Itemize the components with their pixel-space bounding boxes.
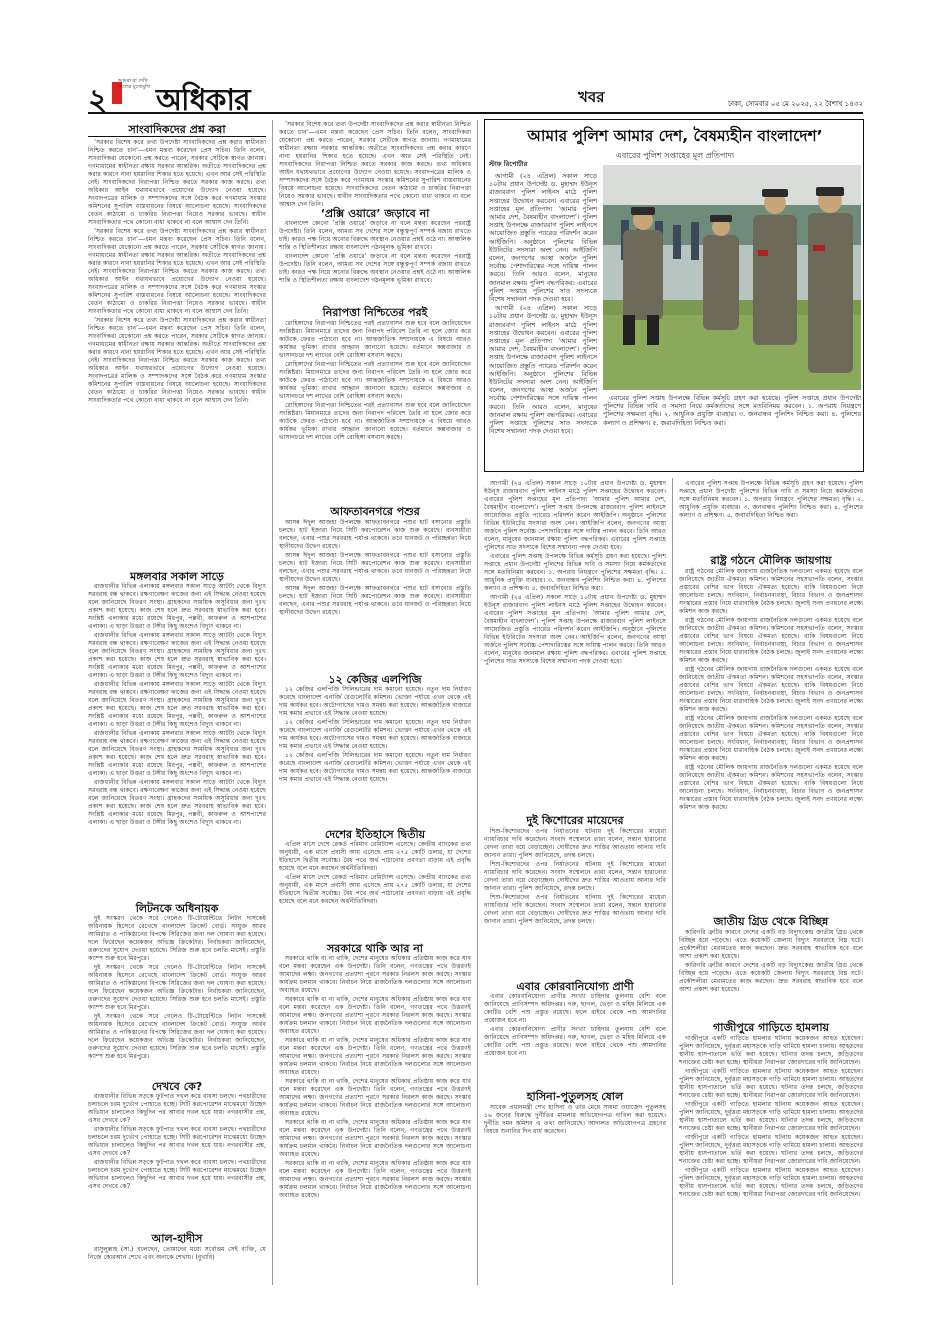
article-body-repeat: ‘সরকার বিশেষ করে তথ্য উপদেষ্টা সাংবাদিকদের প্রশ্ন করার স্বাধীনতা নিশ্চিত করতে চান’—এমন মন্তব্য করেছেন প্রেস সচিব। তিনি বলেন, সাংবাদিকরা যেকোনো প্রশ্ন করতে পারেন, সরকার সেটিকে স্বাগত জানায়। গণমাধ্যমের স্বাধীনতা রক্ষায় সরকার আন্তরিক। অতীতে সাংবাদিকদের প্রশ্ন করার কারণে নানা হয়রানির শিকার হতে হয়েছে। এখন আর সেই পরিস্থিতি নেই। সাংবাদিকদের নিরাপত্তা নিশ্চিত করতে সরকার কাজ করছে। তথ্য অধিকার আইন যথাযথভাবে প্রয়োগের উদ্যোগ নেওয়া হয়েছে। সংবাদপত্রের মালিক ও সম্পাদকদের সঙ্গে বৈঠক করে গণমাধ্যম সংস্কার কমিশনের সুপারিশ বাস্তবায়নের বিষয়ে আলোচনা হয়েছে। সাংবাদিকদের বেতন কাঠামো ও চাকরির নিরাপত্তা নিয়েও সরকার ভাবছে। স্বাধীন সাংবাদিকতার পথে কোনো বাধা থাকবে না বলে আশ্বাস দেন তিনি। <box>88 228 267 315</box>
article-body-repeat: গাজীপুরে একটি গাড়িতে হামলার ঘটনায় কয়েকজন আহত হয়েছেন। পুলিশ জানিয়েছে, দুর্বৃত্তরা মহাসড়কে গাড়ি থামিয়ে হামলা চালায়। আহতদের স্থানীয় হাসপাতালে ভর্তি করা হয়েছে। ঘটনার তদন্ত চলছে, জড়িতদের শনাক্তের চেষ্টা করা হচ্ছে। স্থানীয়রা নিরাপত্তা জোরদারের দাবি জানিয়েছেন। <box>679 1068 863 1099</box>
logo-tagline: আমরা যা দেখি সত্যের মুখোমুখি <box>118 78 150 90</box>
article-hasina <box>484 1104 666 1164</box>
masthead <box>88 76 863 118</box>
article-body-repeat-5: সরকারে থাকি বা না থাকি, দেশের মানুষের অধিকার প্রতিষ্ঠায় কাজ করে যাব বলে মন্তব্য করেছেন এক উপদেষ্টা। তিনি বলেন, গণতন্ত্রের পথে উত্তরণই আমাদের লক্ষ্য। জনগণের প্রত্যাশা পূরণে সরকার নিরলস কাজ করছে। সংস্কার কার্যক্রম চলমান থাকবে। নির্বাচন নিয়ে রাজনৈতিক দলগুলোর সঙ্গে আলোচনা অব্যাহত রয়েছে। <box>279 1160 471 1199</box>
article-sangbadik-cont <box>279 121 471 208</box>
article-litonke <box>88 915 266 1075</box>
article-body: এপ্রিল মাসে দেশে রেকর্ড পরিমাণ রেমিট্যান্স এসেছে। কেন্দ্রীয় ব্যাংকের তথ্য অনুযায়ী, এক মাসে প্রবাসী আয় এসেছে প্রায় ২৭৫ কোটি ডলার, যা দেশের ইতিহাসে দ্বিতীয় সর্বোচ্চ। বৈধ পথে অর্থ পাঠানোর প্রবণতা বাড়ায় এই প্রবৃদ্ধি হয়েছে বলে মনে করছেন অর্থনীতিবিদরা। <box>279 841 471 872</box>
headline-korbani: এবার কোরবানিযোগ্য প্রাণী <box>516 980 634 993</box>
headline-aftab: আফতাবনগরে পশুর <box>330 505 420 518</box>
article-body-repeat-4: রাজধানীর বিভিন্ন এলাকায় মঙ্গলবার সকাল সাড়ে আটটা থেকে বিদ্যুৎ সরবরাহ বন্ধ থাকবে। রক্ষণাবেক্ষণ কাজের জন্য এই সিদ্ধান্ত নেওয়া হয়েছে বলে জানিয়েছে বিতরণ সংস্থা। গ্রাহকদের সাময়িক অসুবিধার জন্য দুঃখ প্রকাশ করা হয়েছে। কাজ শেষ হলে দ্রুত সরবরাহ স্বাভাবিক করা হবে। সংশ্লিষ্ট এলাকার মধ্যে রয়েছে মিরপুর, পল্লবী, কাফরুল ও আশপাশের এলাকা। এ ছাড়া উত্তরা ও টঙ্গীর কিছু অংশেও বিদ্যুৎ থাকবে না। <box>88 779 266 826</box>
article-body: এবারের পুলিশ সপ্তাহ উপলক্ষে বিভিন্ন কর্মসূচি গ্রহণ করা হয়েছে। পুলিশ সপ্তাহে প্রধান উপদেষ্টা পুলিশের বিভিন্ন দাবি ও সমস্যা নিয়ে কর্মকর্তাদের সঙ্গে মতবিনিময় করবেন। ১. অপরাধ নিয়ন্ত্রণে পুলিশের সক্ষমতা বৃদ্ধি। ২. আধুনিক প্রযুক্তি ব্যবহার। ৩. জনবান্ধব পুলিশিং নিশ্চিত করা। ৪. পুলিশের কল্যাণ ও প্রশিক্ষণ। ৫. জবাবদিহিতা নিশ্চিত করা। <box>679 480 863 519</box>
article-body-repeat-4: গাজীপুরে একটি গাড়িতে হামলার ঘটনায় কয়েকজন আহত হয়েছেন। পুলিশ জানিয়েছে, দুর্বৃত্তরা মহাসড়কে গাড়ি থামিয়ে হামলা চালায়। আহতদের স্থানীয় হাসপাতালে ভর্তি করা হয়েছে। ঘটনার তদন্ত চলছে, জড়িতদের শনাক্তের চেষ্টা করা হচ্ছে। স্থানীয়রা নিরাপত্তা জোরদারের দাবি জানিয়েছেন। <box>679 1167 863 1198</box>
article-body-repeat: সরকারে থাকি বা না থাকি, দেশের মানুষের অধিকার প্রতিষ্ঠায় কাজ করে যাব বলে মন্তব্য করেছেন এক উপদেষ্টা। তিনি বলেন, গণতন্ত্রের পথে উত্তরণই আমাদের লক্ষ্য। জনগণের প্রত্যাশা পূরণে সরকার নিরলস কাজ করছে। সংস্কার কার্যক্রম চলমান থাকবে। নির্বাচন নিয়ে রাজনৈতিক দলগুলোর সঙ্গে আলোচনা অব্যাহত রয়েছে। <box>279 996 471 1035</box>
article-jatiyo <box>679 929 863 1015</box>
article-body-repeat-3: সরকারে থাকি বা না থাকি, দেশের মানুষের অধিকার প্রতিষ্ঠায় কাজ করে যাব বলে মন্তব্য করেছেন এক উপদেষ্টা। তিনি বলেন, গণতন্ত্রের পথে উত্তরণই আমাদের লক্ষ্য। জনগণের প্রত্যাশা পূরণে সরকার নিরলস কাজ করছে। সংস্কার কার্যক্রম চলমান থাকবে। নির্বাচন নিয়ে রাজনৈতিক দলগুলোর সঙ্গে আলোচনা অব্যাহত রয়েছে। <box>279 1078 471 1117</box>
lead-cont-right <box>679 480 863 548</box>
article-body: ১২ কেজির এলপিজি সিলিন্ডারের দাম কমানো হয়েছে। নতুন দাম নির্ধারণ করেছে বাংলাদেশ এনার্জি রেগুলেটরি কমিশন। ভোক্তা পর্যায়ে এখন থেকে এই দাম কার্যকর হবে। অটোগ্যাসের দামও সমন্বয় করা হয়েছে। আন্তর্জাতিক বাজারে দাম কমার প্রভাবে এই সিদ্ধান্ত নেওয়া হয়েছে। <box>279 686 471 717</box>
headline-proxy: ‘প্রক্সি ওয়ারে’ জড়াবে না <box>320 207 430 220</box>
article-body: দুই সংস্করণ থেকে সরে গেলেও টি-টোয়েন্টিতে লিটন দাসকেই অধিনায়ক হিসেবে রেখেছে বাংলাদেশ ক্রিকেট বোর্ড। সংযুক্ত আরব আমিরাত ও পাকিস্তানের বিপক্ষে সিরিজের জন্য দল ঘোষণা করা হয়েছে। দলে ফিরেছেন কয়েকজন অভিজ্ঞ ক্রিকেটার। নির্বাচকরা জানিয়েছেন, তরুণদের সুযোগ দেওয়া হয়েছে। সিরিজ শুরু হবে চলতি মাসেই। প্রস্তুতি ক্যাম্প শুরু হবে মিরপুরে। <box>88 915 266 962</box>
article-body-repeat-2: ১২ কেজির এলপিজি সিলিন্ডারের দাম কমানো হয়েছে। নতুন দাম নির্ধারণ করেছে বাংলাদেশ এনার্জি রেগুলেটরি কমিশন। ভোক্তা পর্যায়ে এখন থেকে এই দাম কার্যকর হবে। অটোগ্যাসের দামও সমন্বয় করা হয়েছে। আন্তর্জাতিক বাজারে দাম কমার প্রভাবে এই সিদ্ধান্ত নেওয়া হয়েছে। <box>279 752 471 783</box>
article-body-repeat-2: আগামী (২৪ এপ্রিল) সকাল সাড়ে ১০টায় প্রধান উপদেষ্টা ড. মুহাম্মদ ইউনূস রাজারবাগ পুলিশ লাইনস মাঠে পুলিশ সপ্তাহের উদ্বোধন করবেন। এবারের পুলিশ সপ্তাহের মূল প্রতিপাদ্য ‘আমার পুলিশ আমার দেশ, বৈষম্যহীন বাংলাদেশ’। পুলিশ সপ্তাহ উপলক্ষে রাজারবাগ পুলিশ লাইনসে আয়োজিত প্রস্তুতি প্যারেড পরিদর্শন করেন আইজিপি। অনুষ্ঠানে পুলিশের বিভিন্ন ইউনিটের সদস্যরা অংশ নেন। আইজিপি বলেন, জনগণের আস্থা অর্জনে পুলিশ সর্বোচ্চ পেশাদারিত্বের সঙ্গে দায়িত্ব পালন করবে। তিনি আরও বলেন, মানুষের জানমাল রক্ষায় পুলিশ বদ্ধপরিকর। এবারের পুলিশ সপ্তাহে পুলিশের সাত সদস্যকে বিশেষ সম্মাননা পদক দেওয়া হবে। <box>484 594 666 665</box>
lead-headline: আমার পুলিশ আমার দেশ, বৈষম্যহীন বাংলাদেশ’ <box>527 127 823 145</box>
article-body: ‘সরকার বিশেষ করে তথ্য উপদেষ্টা সাংবাদিকদের প্রশ্ন করার স্বাধীনতা নিশ্চিত করতে চান’—এমন মন্তব্য করেছেন প্রেস সচিব। তিনি বলেন, সাংবাদিকরা যেকোনো প্রশ্ন করতে পারেন, সরকার সেটিকে স্বাগত জানায়। গণমাধ্যমের স্বাধীনতা রক্ষায় সরকার আন্তরিক। অতীতে সাংবাদিকদের প্রশ্ন করার কারণে নানা হয়রানির শিকার হতে হয়েছে। এখন আর সেই পরিস্থিতি নেই। সাংবাদিকদের নিরাপত্তা নিশ্চিত করতে সরকার কাজ করছে। তথ্য অধিকার আইন যথাযথভাবে প্রয়োগের উদ্যোগ নেওয়া হয়েছে। সংবাদপত্রের মালিক ও সম্পাদকদের সঙ্গে বৈঠক করে গণমাধ্যম সংস্কার কমিশনের সুপারিশ বাস্তবায়নের বিষয়ে আলোচনা হয়েছে। সাংবাদিকদের বেতন কাঠামো ও চাকরির নিরাপত্তা নিয়েও সরকার ভাবছে। স্বাধীন সাংবাদিকতার পথে কোনো বাধা থাকবে না বলে আশ্বাস দেন তিনি। <box>279 121 471 208</box>
article-body-repeat: রাষ্ট্র গঠনের মৌলিক জায়গায় রাজনৈতিক দলগুলো একমত হয়েছে বলে জানিয়েছে জাতীয় ঐকমত্য কমিশন। কমিশনের সহসভাপতি বলেন, সংস্কার প্রস্তাবের বেশির ভাগ বিষয়ে ঐকমত্য হয়েছে। বাকি বিষয়গুলো নিয়ে আলোচনা চলছে। সংবিধান, নির্বাচনব্যবস্থা, বিচার বিভাগ ও জনপ্রশাসন সংস্কারের প্রস্তাব নিয়ে ধারাবাহিক বৈঠক চলছে। জুলাই সনদ প্রণয়নের লক্ষ্যে কমিশন কাজ করছে। <box>679 617 863 664</box>
article-mongolbar <box>88 583 266 898</box>
article-body-repeat-2: রোহিঙ্গাদের নিরাপত্তা নিশ্চিতের পরই প্রত্যাবাসন শুরু হবে বলে জানিয়েছেন সংশ্লিষ্টরা। মিয়ানমারে তাদের জন্য নিরাপদ পরিবেশ তৈরি না হলে জোর করে কাউকে ফেরত পাঠানো হবে না। আন্তর্জাতিক সম্প্রদায়কে এ বিষয়ে আরও কার্যকর ভূমিকা রাখার আহ্বান জানানো হয়েছে। বর্তমানে কক্সবাজার ও ভাসানচরে দশ লাখের বেশি রোহিঙ্গা বসবাস করছে। <box>279 402 471 441</box>
article-body: এবার কোরবানিযোগ্য প্রাণীর সংখ্যা চাহিদার তুলনায় বেশি বলে জানিয়েছে প্রাণিসম্পদ অধিদপ্তর। গরু, ছাগল, ভেড়া ও মহিষ মিলিয়ে এক কোটির বেশি পশু প্রস্তুত রয়েছে। ফলে বাইরে থেকে পশু আমদানির প্রয়োজন হবে না। <box>484 993 666 1024</box>
article-body-repeat-3: গাজীপুরে একটি গাড়িতে হামলার ঘটনায় কয়েকজন আহত হয়েছেন। পুলিশ জানিয়েছে, দুর্বৃত্তরা মহাসড়কে গাড়ি থামিয়ে হামলা চালায়। আহতদের স্থানীয় হাসপাতালে ভর্তি করা হয়েছে। ঘটনার তদন্ত চলছে, জড়িতদের শনাক্তের চেষ্টা করা হচ্ছে। স্থানীয়রা নিরাপত্তা জোরদারের দাবি জানিয়েছেন। <box>679 1134 863 1165</box>
article-body-repeat: এবার কোরবানিযোগ্য প্রাণীর সংখ্যা চাহিদার তুলনায় বেশি বলে জানিয়েছে প্রাণিসম্পদ অধিদপ্তর। গরু, ছাগল, ভেড়া ও মহিষ মিলিয়ে এক কোটির বেশি পশু প্রস্তুত রয়েছে। ফলে বাইরে থেকে পশু আমদানির প্রয়োজন হবে না। <box>484 1026 666 1057</box>
article-body: সরকারে থাকি বা না থাকি, দেশের মানুষের অধিকার প্রতিষ্ঠায় কাজ করে যাব বলে মন্তব্য করেছেন এক উপদেষ্টা। তিনি বলেন, গণতন্ত্রের পথে উত্তরণই আমাদের লক্ষ্য। জনগণের প্রত্যাশা পূরণে সরকার নিরলস কাজ করছে। সংস্কার কার্যক্রম চলমান থাকবে। নির্বাচন নিয়ে রাজনৈতিক দলগুলোর সঙ্গে আলোচনা অব্যাহত রয়েছে। <box>279 955 471 994</box>
article-body-repeat-3: রাষ্ট্র গঠনের মৌলিক জায়গায় রাজনৈতিক দলগুলো একমত হয়েছে বলে জানিয়েছে জাতীয় ঐকমত্য কমিশন। কমিশনের সহসভাপতি বলেন, সংস্কার প্রস্তাবের বেশির ভাগ বিষয়ে ঐকমত্য হয়েছে। বাকি বিষয়গুলো নিয়ে আলোচনা চলছে। সংবিধান, নির্বাচনব্যবস্থা, বিচার বিভাগ ও জনপ্রশাসন সংস্কারের প্রস্তাব নিয়ে ধারাবাহিক বৈঠক চলছে। জুলাই সনদ প্রণয়নের লক্ষ্যে কমিশন কাজ করছে। <box>679 715 863 762</box>
headline-dui: দুই কিশোরের মায়েদের <box>526 814 624 827</box>
article-body-repeat: আগামী (২৪ এপ্রিল) সকাল সাড়ে ১০টায় প্রধান উপদেষ্টা ড. মুহাম্মদ ইউনূস রাজারবাগ পুলিশ লাইনস মাঠে পুলিশ সপ্তাহের উদ্বোধন করবেন। এবারের পুলিশ সপ্তাহের মূল প্রতিপাদ্য ‘আমার পুলিশ আমার দেশ, বৈষম্যহীন বাংলাদেশ’। পুলিশ সপ্তাহ উপলক্ষে রাজারবাগ পুলিশ লাইনসে আয়োজিত প্রস্তুতি প্যারেড পরিদর্শন করেন আইজিপি। অনুষ্ঠানে পুলিশের বিভিন্ন ইউনিটের সদস্যরা অংশ নেন। আইজিপি বলেন, জনগণের আস্থা অর্জনে পুলিশ সর্বোচ্চ পেশাদারিত্বের সঙ্গে দায়িত্ব পালন করবে। তিনি আরও বলেন, মানুষের জানমাল রক্ষায় পুলিশ বদ্ধপরিকর। এবারের পুলিশ সপ্তাহে পুলিশের সাত সদস্যকে বিশেষ সম্মাননা পদক দেওয়া হবে। <box>489 304 597 436</box>
article-rashtro <box>679 568 863 910</box>
article-body-repeat: ১২ কেজির এলপিজি সিলিন্ডারের দাম কমানো হয়েছে। নতুন দাম নির্ধারণ করেছে বাংলাদেশ এনার্জি রেগুলেটরি কমিশন। ভোক্তা পর্যায়ে এখন থেকে এই দাম কার্যকর হবে। অটোগ্যাসের দামও সমন্বয় করা হয়েছে। আন্তর্জাতিক বাজারে দাম কমার প্রভাবে এই সিদ্ধান্ত নেওয়া হয়েছে। <box>279 719 471 750</box>
lead-subheadline: এবারের পুলিশ সপ্তাহের মূল প্রতিপাদ্য <box>615 151 735 160</box>
article-body: রাজধানীর বিভিন্ন এলাকায় মঙ্গলবার সকাল সাড়ে আটটা থেকে বিদ্যুৎ সরবরাহ বন্ধ থাকবে। রক্ষণাবেক্ষণ কাজের জন্য এই সিদ্ধান্ত নেওয়া হয়েছে বলে জানিয়েছে বিতরণ সংস্থা। গ্রাহকদের সাময়িক অসুবিধার জন্য দুঃখ প্রকাশ করা হয়েছে। কাজ শেষ হলে দ্রুত সরবরাহ স্বাভাবিক করা হবে। সংশ্লিষ্ট এলাকার মধ্যে রয়েছে মিরপুর, পল্লবী, কাফরুল ও আশপাশের এলাকা। এ ছাড়া উত্তরা ও টঙ্গীর কিছু অংশেও বিদ্যুৎ থাকবে না। <box>88 583 266 630</box>
article-body: রোহিঙ্গাদের নিরাপত্তা নিশ্চিতের পরই প্রত্যাবাসন শুরু হবে বলে জানিয়েছেন সংশ্লিষ্টরা। মিয়ানমারে তাদের জন্য নিরাপদ পরিবেশ তৈরি না হলে জোর করে কাউকে ফেরত পাঠানো হবে না। আন্তর্জাতিক সম্প্রদায়কে এ বিষয়ে আরও কার্যকর ভূমিকা রাখার আহ্বান জানানো হয়েছে। বর্তমানে কক্সবাজার ও ভাসানচরে দশ লাখের বেশি রোহিঙ্গা বসবাস করছে। <box>279 320 471 359</box>
article-body-repeat: রাজধানীর বিভিন্ন এলাকায় মঙ্গলবার সকাল সাড়ে আটটা থেকে বিদ্যুৎ সরবরাহ বন্ধ থাকবে। রক্ষণাবেক্ষণ কাজের জন্য এই সিদ্ধান্ত নেওয়া হয়েছে বলে জানিয়েছে বিতরণ সংস্থা। গ্রাহকদের সাময়িক অসুবিধার জন্য দুঃখ প্রকাশ করা হয়েছে। কাজ শেষ হলে দ্রুত সরবরাহ স্বাভাবিক করা হবে। সংশ্লিষ্ট এলাকার মধ্যে রয়েছে মিরপুর, পল্লবী, কাফরুল ও আশপাশের এলাকা। এ ছাড়া উত্তরা ও টঙ্গীর কিছু অংশেও বিদ্যুৎ থাকবে না। <box>88 632 266 679</box>
newspaper-logo: অধিকার <box>156 83 250 118</box>
police-parade-image <box>603 165 861 390</box>
article-body-repeat-2: রাজধানীর বিভিন্ন এলাকায় মঙ্গলবার সকাল সাড়ে আটটা থেকে বিদ্যুৎ সরবরাহ বন্ধ থাকবে। রক্ষণাবেক্ষণ কাজের জন্য এই সিদ্ধান্ত নেওয়া হয়েছে বলে জানিয়েছে বিতরণ সংস্থা। গ্রাহকদের সাময়িক অসুবিধার জন্য দুঃখ প্রকাশ করা হয়েছে। কাজ শেষ হলে দ্রুত সরবরাহ স্বাভাবিক করা হবে। সংশ্লিষ্ট এলাকার মধ্যে রয়েছে মিরপুর, পল্লবী, কাফরুল ও আশপাশের এলাকা। এ ছাড়া উত্তরা ও টঙ্গীর কিছু অংশেও বিদ্যুৎ থাকবে না। <box>88 681 266 728</box>
article-sangbadik <box>88 139 266 567</box>
article-body-repeat-2: গাজীপুরে একটি গাড়িতে হামলার ঘটনায় কয়েকজন আহত হয়েছেন। পুলিশ জানিয়েছে, দুর্বৃত্তরা মহাসড়কে গাড়ি থামিয়ে হামলা চালায়। আহতদের স্থানীয় হাসপাতালে ভর্তি করা হয়েছে। ঘটনার তদন্ত চলছে, জড়িতদের শনাক্তের চেষ্টা করা হচ্ছে। স্থানীয়রা নিরাপত্তা জোরদারের দাবি জানিয়েছেন। <box>679 1101 863 1132</box>
article-body-repeat-2: রাষ্ট্র গঠনের মৌলিক জায়গায় রাজনৈতিক দলগুলো একমত হয়েছে বলে জানিয়েছে জাতীয় ঐকমত্য কমিশন। কমিশনের সহসভাপতি বলেন, সংস্কার প্রস্তাবের বেশির ভাগ বিষয়ে ঐকমত্য হয়েছে। বাকি বিষয়গুলো নিয়ে আলোচনা চলছে। সংবিধান, নির্বাচনব্যবস্থা, বিচার বিভাগ ও জনপ্রশাসন সংস্কারের প্রস্তাব নিয়ে ধারাবাহিক বৈঠক চলছে। জুলাই সনদ প্রণয়নের লক্ষ্যে কমিশন কাজ করছে। <box>679 666 863 713</box>
article-body-repeat-4: সরকারে থাকি বা না থাকি, দেশের মানুষের অধিকার প্রতিষ্ঠায় কাজ করে যাব বলে মন্তব্য করেছেন এক উপদেষ্টা। তিনি বলেন, গণতন্ত্রের পথে উত্তরণই আমাদের লক্ষ্য। জনগণের প্রত্যাশা পূরণে সরকার নিরলস কাজ করছে। সংস্কার কার্যক্রম চলমান থাকবে। নির্বাচন নিয়ে রাজনৈতিক দলগুলোর সঙ্গে আলোচনা অব্যাহত রয়েছে। <box>279 1119 471 1158</box>
section-title: খবর <box>578 88 605 106</box>
lead-cont-left <box>484 480 666 810</box>
headline-hadith: আল-হাদীস <box>151 1232 203 1245</box>
article-body-repeat: এপ্রিল মাসে দেশে রেকর্ড পরিমাণ রেমিট্যান্স এসেছে। কেন্দ্রীয় ব্যাংকের তথ্য অনুযায়ী, এক মাসে প্রবাসী আয় এসেছে প্রায় ২৭৫ কোটি ডলার, যা দেশের ইতিহাসে দ্বিতীয় সর্বোচ্চ। বৈধ পথে অর্থ পাঠানোর প্রবণতা বাড়ায় এই প্রবৃদ্ধি হয়েছে বলে মনে করছেন অর্থনীতিবিদরা। <box>279 874 471 905</box>
article-body: আগামী (২৪ এপ্রিল) সকাল সাড়ে ১০টায় প্রধান উপদেষ্টা ড. মুহাম্মদ ইউনূস রাজারবাগ পুলিশ লাইনস মাঠে পুলিশ সপ্তাহের উদ্বোধন করবেন। এবারের পুলিশ সপ্তাহের মূল প্রতিপাদ্য ‘আমার পুলিশ আমার দেশ, বৈষম্যহীন বাংলাদেশ’। পুলিশ সপ্তাহ উপলক্ষে রাজারবাগ পুলিশ লাইনসে আয়োজিত প্রস্তুতি প্যারেড পরিদর্শন করেন আইজিপি। অনুষ্ঠানে পুলিশের বিভিন্ন ইউনিটের সদস্যরা অংশ নেন। আইজিপি বলেন, জনগণের আস্থা অর্জনে পুলিশ সর্বোচ্চ পেশাদারিত্বের সঙ্গে দায়িত্ব পালন করবে। তিনি আরও বলেন, মানুষের জানমাল রক্ষায় পুলিশ বদ্ধপরিকর। এবারের পুলিশ সপ্তাহে পুলিশের সাত সদস্যকে বিশেষ সম্মাননা পদক দেওয়া হবে। <box>484 480 666 551</box>
page-number: ২ <box>88 83 108 118</box>
article-body: সাবেক প্রধানমন্ত্রী শেখ হাসিনা ও তার মেয়ে সায়মা ওয়াজেদ পুতুলসহ ১৬ জনের বিরুদ্ধে দুর্নীতির মামলার অভিযোগপত্র দাখিল করা হয়েছে। দুর্নীতি দমন কমিশন এ তথ্য জানিয়েছে। আদালত অভিযোগপত্র গ্রহণের বিষয়ে শুনানির দিন ধার্য করেছেন। <box>484 1104 666 1135</box>
headline-rashtro: রাষ্ট্র গঠনে মৌলিক জায়গায় <box>710 554 832 567</box>
article-sorkar <box>279 955 471 1285</box>
headline-mongolbar: মঙ্গলবার সকাল সাড়ে <box>130 570 224 583</box>
headline-kejir: ১২ কেজির এলপিজি <box>328 673 422 686</box>
article-body-repeat: আসন্ন ঈদুল আজহা উপলক্ষে আফতাবনগরে পশুর হাট বসানোর প্রস্তুতি চলছে। হাট ইজারা নিয়ে সিটি করপোরেশন কাজ শুরু করেছে। ব্যবসায়ীরা বলছেন, এবার পশুর সরবরাহ পর্যাপ্ত থাকবে। তবে যানজট ও পরিচ্ছন্নতা নিয়ে স্থানীয়দের উদ্বেগ রয়েছে। <box>279 552 471 583</box>
lead-byline: স্টাফ রিপোর্টার <box>489 160 528 168</box>
article-body-repeat: কারিগরি ত্রুটির কারণে দেশের একটি বড় বিদ্যুৎকেন্দ্র জাতীয় গ্রিড থেকে বিচ্ছিন্ন হয়ে পড়েছে। এতে কয়েকটি জেলায় বিদ্যুৎ সরবরাহে বিঘ্ন ঘটে। প্রকৌশলীরা মেরামতের কাজ করছেন। দ্রুত সরবরাহ স্বাভাবিক হবে বলে আশা প্রকাশ করা হয়েছে। <box>679 962 863 993</box>
article-body-repeat-2: সরকারে থাকি বা না থাকি, দেশের মানুষের অধিকার প্রতিষ্ঠায় কাজ করে যাব বলে মন্তব্য করেছেন এক উপদেষ্টা। তিনি বলেন, গণতন্ত্রের পথে উত্তরণই আমাদের লক্ষ্য। জনগণের প্রত্যাশা পূরণে সরকার নিরলস কাজ করছে। সংস্কার কার্যক্রম চলমান থাকবে। নির্বাচন নিয়ে রাজনৈতিক দলগুলোর সঙ্গে আলোচনা অব্যাহত রয়েছে। <box>279 1037 471 1076</box>
article-body: আগামী (২৪ এপ্রিল) সকাল সাড়ে ১০টায় প্রধান উপদেষ্টা ড. মুহাম্মদ ইউনূস রাজারবাগ পুলিশ লাইনস মাঠে পুলিশ সপ্তাহের উদ্বোধন করবেন। এবারের পুলিশ সপ্তাহের মূল প্রতিপাদ্য ‘আমার পুলিশ আমার দেশ, বৈষম্যহীন বাংলাদেশ’। পুলিশ সপ্তাহ উপলক্ষে রাজারবাগ পুলিশ লাইনসে আয়োজিত প্রস্তুতি প্যারেড পরিদর্শন করেন আইজিপি। অনুষ্ঠানে পুলিশের বিভিন্ন ইউনিটের সদস্যরা অংশ নেন। আইজিপি বলেন, জনগণের আস্থা অর্জনে পুলিশ সর্বোচ্চ পেশাদারিত্বের সঙ্গে দায়িত্ব পালন করবে। তিনি আরও বলেন, মানুষের জানমাল রক্ষায় পুলিশ বদ্ধপরিকর। এবারের পুলিশ সপ্তাহে পুলিশের সাত সদস্যকে বিশেষ সম্মাননা পদক দেওয়া হবে। <box>489 172 597 304</box>
article-aftab <box>279 519 471 667</box>
article-desher <box>279 841 471 937</box>
article-body-repeat-2: আসন্ন ঈদুল আজহা উপলক্ষে আফতাবনগরে পশুর হাট বসানোর প্রস্তুতি চলছে। হাট ইজারা নিয়ে সিটি করপোরেশন কাজ শুরু করেছে। ব্যবসায়ীরা বলছেন, এবার পশুর সরবরাহ পর্যাপ্ত থাকবে। তবে যানজট ও পরিচ্ছন্নতা নিয়ে স্থানীয়দের উদ্বেগ রয়েছে। <box>279 585 471 616</box>
article-body: রাষ্ট্র গঠনের মৌলিক জায়গায় রাজনৈতিক দলগুলো একমত হয়েছে বলে জানিয়েছে জাতীয় ঐকমত্য কমিশন। কমিশনের সহসভাপতি বলেন, সংস্কার প্রস্তাবের বেশির ভাগ বিষয়ে ঐকমত্য হয়েছে। বাকি বিষয়গুলো নিয়ে আলোচনা চলছে। সংবিধান, নির্বাচনব্যবস্থা, বিচার বিভাগ ও জনপ্রশাসন সংস্কারের প্রস্তাব নিয়ে ধারাবাহিক বৈঠক চলছে। জুলাই সনদ প্রণয়নের লক্ষ্যে কমিশন কাজ করছে। <box>679 568 863 615</box>
article-hadith <box>88 1246 266 1282</box>
article-body-repeat-2: শিশু-কিশোরদের ওপর নির্যাতনের ঘটনায় দুই কিশোরের মায়েরা ন্যায়বিচার দাবি করেছেন। সংবাদ সম্মেলনে তারা বলেন, সন্তান হারানোর বেদনা তারা বয়ে বেড়াচ্ছেন। দোষীদের দ্রুত শাস্তির আওতায় আনার দাবি জানান তারা। পুলিশ জানিয়েছে, তদন্ত চলছে। <box>484 894 666 925</box>
article-body-repeat-2: দুই সংস্করণ থেকে সরে গেলেও টি-টোয়েন্টিতে লিটন দাসকেই অধিনায়ক হিসেবে রেখেছে বাংলাদেশ ক্রিকেট বোর্ড। সংযুক্ত আরব আমিরাত ও পাকিস্তানের বিপক্ষে সিরিজের জন্য দল ঘোষণা করা হয়েছে। দলে ফিরেছেন কয়েকজন অভিজ্ঞ ক্রিকেটার। নির্বাচকরা জানিয়েছেন, তরুণদের সুযোগ দেওয়া হয়েছে। সিরিজ শুরু হবে চলতি মাসেই। প্রস্তুতি ক্যাম্প শুরু হবে মিরপুরে। <box>88 1013 266 1060</box>
article-nirapotta <box>279 320 471 498</box>
article-body-repeat: শিশু-কিশোরদের ওপর নির্যাতনের ঘটনায় দুই কিশোরের মায়েরা ন্যায়বিচার দাবি করেছেন। সংবাদ সম্মেলনে তারা বলেন, সন্তান হারানোর বেদনা তারা বয়ে বেড়াচ্ছেন। দোষীদের দ্রুত শাস্তির আওতায় আনার দাবি জানান তারা। পুলিশ জানিয়েছে, তদন্ত চলছে। <box>484 861 666 892</box>
article-body: রাজধানীর বিভিন্ন সড়কে ফুটপাত দখল করে ব্যবসা চলছে। পথচারীদের চলাচলে চরম দুর্ভোগ পোহাতে হচ্ছে। সিটি করপোরেশন মাঝেমধ্যে উচ্ছেদ অভিযান চালালেও কিছুদিন পর আবার দখল হয়ে যায়। নগরবাসীর প্রশ্ন, এসব দেখবে কে? <box>88 1093 266 1124</box>
article-body: বাংলাদেশ কোনো ‘প্রক্সি ওয়ারে’ জড়াবে না বলে মন্তব্য করেছেন পররাষ্ট্র উপদেষ্টা। তিনি বলেন, আমরা সব দেশের সঙ্গে বন্ধুত্বপূর্ণ সম্পর্ক বজায় রাখতে চাই। কারও পক্ষ নিয়ে অন্যের বিরুদ্ধে অবস্থান নেওয়ার প্রশ্নই ওঠে না। আঞ্চলিক শান্তি ও স্থিতিশীলতা রক্ষায় বাংলাদেশ গঠনমূলক ভূমিকা রাখবে। <box>279 220 471 251</box>
article-body-repeat-3: রাজধানীর বিভিন্ন এলাকায় মঙ্গলবার সকাল সাড়ে আটটা থেকে বিদ্যুৎ সরবরাহ বন্ধ থাকবে। রক্ষণাবেক্ষণ কাজের জন্য এই সিদ্ধান্ত নেওয়া হয়েছে বলে জানিয়েছে বিতরণ সংস্থা। গ্রাহকদের সাময়িক অসুবিধার জন্য দুঃখ প্রকাশ করা হয়েছে। কাজ শেষ হলে দ্রুত সরবরাহ স্বাভাবিক করা হবে। সংশ্লিষ্ট এলাকার মধ্যে রয়েছে মিরপুর, পল্লবী, কাফরুল ও আশপাশের এলাকা। এ ছাড়া উত্তরা ও টঙ্গীর কিছু অংশেও বিদ্যুৎ থাকবে না। <box>88 730 266 777</box>
article-body: শিশু-কিশোরদের ওপর নির্যাতনের ঘটনায় দুই কিশোরের মায়েরা ন্যায়বিচার দাবি করেছেন। সংবাদ সম্মেলনে তারা বলেন, সন্তান হারানোর বেদনা তারা বয়ে বেড়াচ্ছেন। দোষীদের দ্রুত শাস্তির আওতায় আনার দাবি জানান তারা। পুলিশ জানিয়েছে, তদন্ত চলছে। <box>484 828 666 859</box>
article-gazipur <box>679 1035 863 1285</box>
article-body-repeat-2: রাজধানীর বিভিন্ন সড়কে ফুটপাত দখল করে ব্যবসা চলছে। পথচারীদের চলাচলে চরম দুর্ভোগ পোহাতে হচ্ছে। সিটি করপোরেশন মাঝেমধ্যে উচ্ছেদ অভিযান চালালেও কিছুদিন পর আবার দখল হয়ে যায়। নগরবাসীর প্রশ্ন, এসব দেখবে কে? <box>88 1159 266 1190</box>
article-proxy <box>279 220 471 300</box>
headline-nirapotta: নিরাপত্তা নিশ্চিতের পরই <box>322 306 428 319</box>
article-body-repeat: এবারের পুলিশ সপ্তাহ উপলক্ষে বিভিন্ন কর্মসূচি গ্রহণ করা হয়েছে। পুলিশ সপ্তাহে প্রধান উপদেষ্টা পুলিশের বিভিন্ন দাবি ও সমস্যা নিয়ে কর্মকর্তাদের সঙ্গে মতবিনিময় করবেন। ১. অপরাধ নিয়ন্ত্রণে পুলিশের সক্ষমতা বৃদ্ধি। ২. আধুনিক প্রযুক্তি ব্যবহার। ৩. জনবান্ধব পুলিশিং নিশ্চিত করা। ৪. পুলিশের কল্যাণ ও প্রশিক্ষণ। ৫. জবাবদিহিতা নিশ্চিত করা। <box>484 553 666 592</box>
lead-photo <box>603 165 861 390</box>
article-body: কারিগরি ত্রুটির কারণে দেশের একটি বড় বিদ্যুৎকেন্দ্র জাতীয় গ্রিড থেকে বিচ্ছিন্ন হয়ে পড়েছে। এতে কয়েকটি জেলায় বিদ্যুৎ সরবরাহে বিঘ্ন ঘটে। প্রকৌশলীরা মেরামতের কাজ করছেন। দ্রুত সরবরাহ স্বাভাবিক হবে বলে আশা প্রকাশ করা হয়েছে। <box>679 929 863 960</box>
headline-dekhbe: দেখবে কে? <box>151 1080 203 1093</box>
dateline: ঢাকা, সোমবার ০৫ মে ২০২৫, ২২ বৈশাখ ১৪৩২ <box>728 100 863 108</box>
article-body: ‘সরকার বিশেষ করে তথ্য উপদেষ্টা সাংবাদিকদের প্রশ্ন করার স্বাধীনতা নিশ্চিত করতে চান’—এমন মন্তব্য করেছেন প্রেস সচিব। তিনি বলেন, সাংবাদিকরা যেকোনো প্রশ্ন করতে পারেন, সরকার সেটিকে স্বাগত জানায়। গণমাধ্যমের স্বাধীনতা রক্ষায় সরকার আন্তরিক। অতীতে সাংবাদিকদের প্রশ্ন করার কারণে নানা হয়রানির শিকার হতে হয়েছে। এখন আর সেই পরিস্থিতি নেই। সাংবাদিকদের নিরাপত্তা নিশ্চিত করতে সরকার কাজ করছে। তথ্য অধিকার আইন যথাযথভাবে প্রয়োগের উদ্যোগ নেওয়া হয়েছে। সংবাদপত্রের মালিক ও সম্পাদকদের সঙ্গে বৈঠক করে গণমাধ্যম সংস্কার কমিশনের সুপারিশ বাস্তবায়নের বিষয়ে আলোচনা হয়েছে। সাংবাদিকদের বেতন কাঠামো ও চাকরির নিরাপত্তা নিয়েও সরকার ভাবছে। স্বাধীন সাংবাদিকতার পথে কোনো বাধা থাকবে না বলে আশ্বাস দেন তিনি। <box>88 139 267 226</box>
article-dui <box>484 828 666 976</box>
article-body: গাজীপুরে একটি গাড়িতে হামলার ঘটনায় কয়েকজন আহত হয়েছেন। পুলিশ জানিয়েছে, দুর্বৃত্তরা মহাসড়কে গাড়ি থামিয়ে হামলা চালায়। আহতদের স্থানীয় হাসপাতালে ভর্তি করা হয়েছে। ঘটনার তদন্ত চলছে, জড়িতদের শনাক্তের চেষ্টা করা হচ্ছে। স্থানীয়রা নিরাপত্তা জোরদারের দাবি জানিয়েছেন। <box>679 1035 863 1066</box>
article-body: এবারের পুলিশ সপ্তাহ উপলক্ষে বিভিন্ন কর্মসূচি গ্রহণ করা হয়েছে। পুলিশ সপ্তাহে প্রধান উপদেষ্টা পুলিশের বিভিন্ন দাবি ও সমস্যা নিয়ে কর্মকর্তাদের সঙ্গে মতবিনিময় করবেন। ১. অপরাধ নিয়ন্ত্রণে পুলিশের সক্ষমতা বৃদ্ধি। ২. আধুনিক প্রযুক্তি ব্যবহার। ৩. জনবান্ধব পুলিশিং নিশ্চিত করা। ৪. পুলিশের কল্যাণ ও প্রশিক্ষণ। ৫. জবাবদিহিতা নিশ্চিত করা। <box>603 394 861 427</box>
article-body: রাসুলুল্লাহ (সা.) বলেছেন, তোমাদের মধ্যে সর্বোত্তম সেই ব্যক্তি, যে নিজে কোরআন শেখে এবং অন্যকে শেখায়। (বুখারি) <box>88 1246 266 1261</box>
headline-gazipur: গাজীপুরে গাড়িতে হামলায় <box>712 1021 829 1034</box>
headline-jatiyo: জাতীয় গ্রিড থেকে বিচ্ছিন্ন <box>713 915 829 928</box>
headline-sorkar: সরকারে থাকি আর না <box>327 942 423 955</box>
headline-litonke: লিটনকে অধিনায়ক <box>135 902 219 915</box>
article-body-repeat-4: রাষ্ট্র গঠনের মৌলিক জায়গায় রাজনৈতিক দলগুলো একমত হয়েছে বলে জানিয়েছে জাতীয় ঐকমত্য কমিশন। কমিশনের সহসভাপতি বলেন, সংস্কার প্রস্তাবের বেশির ভাগ বিষয়ে ঐকমত্য হয়েছে। বাকি বিষয়গুলো নিয়ে আলোচনা চলছে। সংবিধান, নির্বাচনব্যবস্থা, বিচার বিভাগ ও জনপ্রশাসন সংস্কারের প্রস্তাব নিয়ে ধারাবাহিক বৈঠক চলছে। জুলাই সনদ প্রণয়নের লক্ষ্যে কমিশন কাজ করছে। <box>679 764 863 811</box>
lead-continuation <box>603 394 861 468</box>
headline-hasina: হাসিনা-পুতুলসহ ষোল <box>526 1090 624 1103</box>
headline-sangbadik: সাংবাদিকদের প্রশ্ন করা <box>128 123 226 136</box>
headline-desher: দেশের ইতিহাসে দ্বিতীয় <box>324 828 426 841</box>
article-body-repeat-2: ‘সরকার বিশেষ করে তথ্য উপদেষ্টা সাংবাদিকদের প্রশ্ন করার স্বাধীনতা নিশ্চিত করতে চান’—এমন মন্তব্য করেছেন প্রেস সচিব। তিনি বলেন, সাংবাদিকরা যেকোনো প্রশ্ন করতে পারেন, সরকার সেটিকে স্বাগত জানায়। গণমাধ্যমের স্বাধীনতা রক্ষায় সরকার আন্তরিক। অতীতে সাংবাদিকদের প্রশ্ন করার কারণে নানা হয়রানির শিকার হতে হয়েছে। এখন আর সেই পরিস্থিতি নেই। সাংবাদিকদের নিরাপত্তা নিশ্চিত করতে সরকার কাজ করছে। তথ্য অধিকার আইন যথাযথভাবে প্রয়োগের উদ্যোগ নেওয়া হয়েছে। সংবাদপত্রের মালিক ও সম্পাদকদের সঙ্গে বৈঠক করে গণমাধ্যম সংস্কার কমিশনের সুপারিশ বাস্তবায়নের বিষয়ে আলোচনা হয়েছে। সাংবাদিকদের বেতন কাঠামো ও চাকরির নিরাপত্তা নিয়েও সরকার ভাবছে। স্বাধীন সাংবাদিকতার পথে কোনো বাধা থাকবে না বলে আশ্বাস দেন তিনি। <box>88 317 267 404</box>
article-body-repeat: রাজধানীর বিভিন্ন সড়কে ফুটপাত দখল করে ব্যবসা চলছে। পথচারীদের চলাচলে চরম দুর্ভোগ পোহাতে হচ্ছে। সিটি করপোরেশন মাঝেমধ্যে উচ্ছেদ অভিযান চালালেও কিছুদিন পর আবার দখল হয়ে যায়। নগরবাসীর প্রশ্ন, এসব দেখবে কে? <box>88 1126 266 1157</box>
lead-body <box>489 172 597 470</box>
article-body-repeat: বাংলাদেশ কোনো ‘প্রক্সি ওয়ারে’ জড়াবে না বলে মন্তব্য করেছেন পররাষ্ট্র উপদেষ্টা। তিনি বলেন, আমরা সব দেশের সঙ্গে বন্ধুত্বপূর্ণ সম্পর্ক বজায় রাখতে চাই। কারও পক্ষ নিয়ে অন্যের বিরুদ্ধে অবস্থান নেওয়ার প্রশ্নই ওঠে না। আঞ্চলিক শান্তি ও স্থিতিশীলতা রক্ষায় বাংলাদেশ গঠনমূলক ভূমিকা রাখবে। <box>279 253 471 284</box>
article-body: আসন্ন ঈদুল আজহা উপলক্ষে আফতাবনগরে পশুর হাট বসানোর প্রস্তুতি চলছে। হাট ইজারা নিয়ে সিটি করপোরেশন কাজ শুরু করেছে। ব্যবসায়ীরা বলছেন, এবার পশুর সরবরাহ পর্যাপ্ত থাকবে। তবে যানজট ও পরিচ্ছন্নতা নিয়ে স্থানীয়দের উদ্বেগ রয়েছে। <box>279 519 471 550</box>
article-body-repeat: রোহিঙ্গাদের নিরাপত্তা নিশ্চিতের পরই প্রত্যাবাসন শুরু হবে বলে জানিয়েছেন সংশ্লিষ্টরা। মিয়ানমারে তাদের জন্য নিরাপদ পরিবেশ তৈরি না হলে জোর করে কাউকে ফেরত পাঠানো হবে না। আন্তর্জাতিক সম্প্রদায়কে এ বিষয়ে আরও কার্যকর ভূমিকা রাখার আহ্বান জানানো হয়েছে। বর্তমানে কক্সবাজার ও ভাসানচরে দশ লাখের বেশি রোহিঙ্গা বসবাস করছে। <box>279 361 471 400</box>
article-korbani <box>484 993 666 1085</box>
article-dekhbe <box>88 1093 266 1225</box>
article-body-repeat: দুই সংস্করণ থেকে সরে গেলেও টি-টোয়েন্টিতে লিটন দাসকেই অধিনায়ক হিসেবে রেখেছে বাংলাদেশ ক্রিকেট বোর্ড। সংযুক্ত আরব আমিরাত ও পাকিস্তানের বিপক্ষে সিরিজের জন্য দল ঘোষণা করা হয়েছে। দলে ফিরেছেন কয়েকজন অভিজ্ঞ ক্রিকেটার। নির্বাচকরা জানিয়েছেন, তরুণদের সুযোগ দেওয়া হয়েছে। সিরিজ শুরু হবে চলতি মাসেই। প্রস্তুতি ক্যাম্প শুরু হবে মিরপুরে। <box>88 964 266 1011</box>
article-kejir <box>279 686 471 820</box>
